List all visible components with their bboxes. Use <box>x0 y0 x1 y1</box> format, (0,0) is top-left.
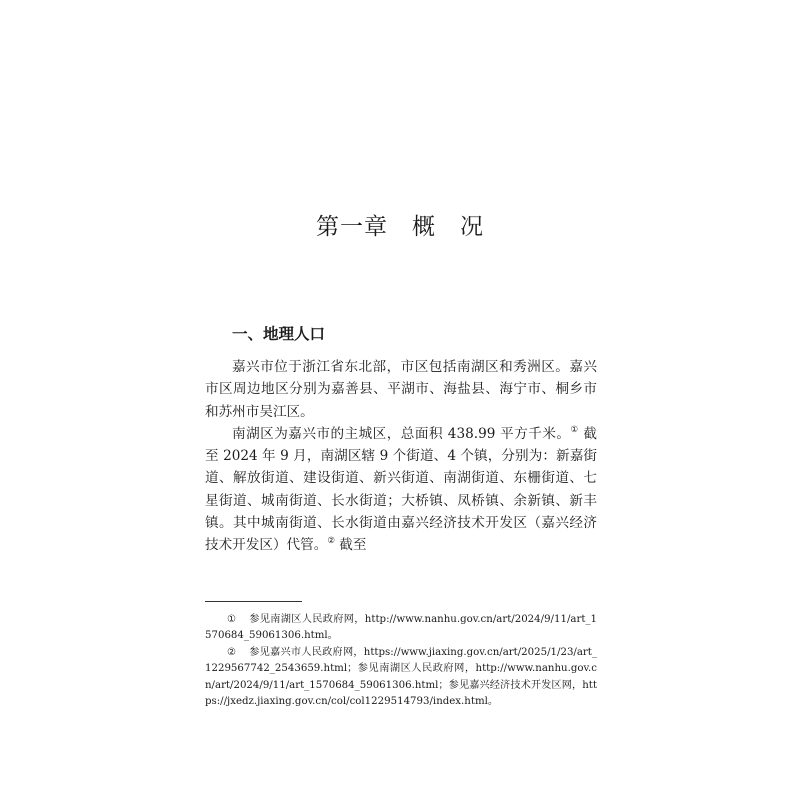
footnote-ref-1[interactable]: ① <box>570 424 579 435</box>
footnote-text: 参见嘉兴市人民政府网，https://www.jiaxing.gov.cn/art/2025/1/23/art_1229567742_2543659.html；参见南湖区人民政府网，http://www.nanhu.gov.cn/art/2024/9/11/art_1570684_59061306.html；参见嘉兴经济技术开发区网，https://jxedz.jiaxing.gov.cn/col/col1229514793/index.html。 <box>205 646 597 708</box>
paragraph-2-text-end: 截至 <box>334 537 367 554</box>
footnote-mark: ① <box>227 614 237 625</box>
footnotes <box>205 612 597 710</box>
footnote-1 <box>205 612 597 645</box>
footnote-ref-2[interactable]: ② <box>327 536 335 547</box>
chapter-title: 第一章 概 况 <box>316 214 484 240</box>
section-heading: 一、地理人口 <box>232 325 326 343</box>
footnote-text: 参见南湖区人民政府网，http://www.nanhu.gov.cn/art/2024/9/11/art_1570684_59061306.html。 <box>205 614 597 642</box>
footnote-2 <box>205 645 597 711</box>
paragraph-1 <box>205 356 597 423</box>
paragraph-1-text: 嘉兴市位于浙江省东北部，市区包括南湖区和秀洲区。嘉兴市区周边地区分别为嘉善县、平湖市、海盐县、海宁市、桐乡市和苏州市吴江区。 <box>205 359 597 420</box>
paragraph-2-text-cont: 截至 2024 年 9 月，南湖区辖 9 个街道、4 个镇，分别为：新嘉街道、解放街道、建设街道、新兴街道、南湖街道、东栅街道、七星街道、城南街道、长水街道；大桥镇、凤桥镇、余新镇、新丰镇。其中城南街道、长水街道由嘉兴经济技术开发区（嘉兴经济技术开发区）代管。 <box>205 425 597 554</box>
body-text <box>205 356 597 557</box>
footnote-mark: ② <box>227 646 237 658</box>
paragraph-2-text: 南湖区为嘉兴市的主城区，总面积 438.99 平方千米。 <box>232 425 571 442</box>
footnote-divider <box>205 601 302 602</box>
paragraph-2 <box>205 423 597 557</box>
